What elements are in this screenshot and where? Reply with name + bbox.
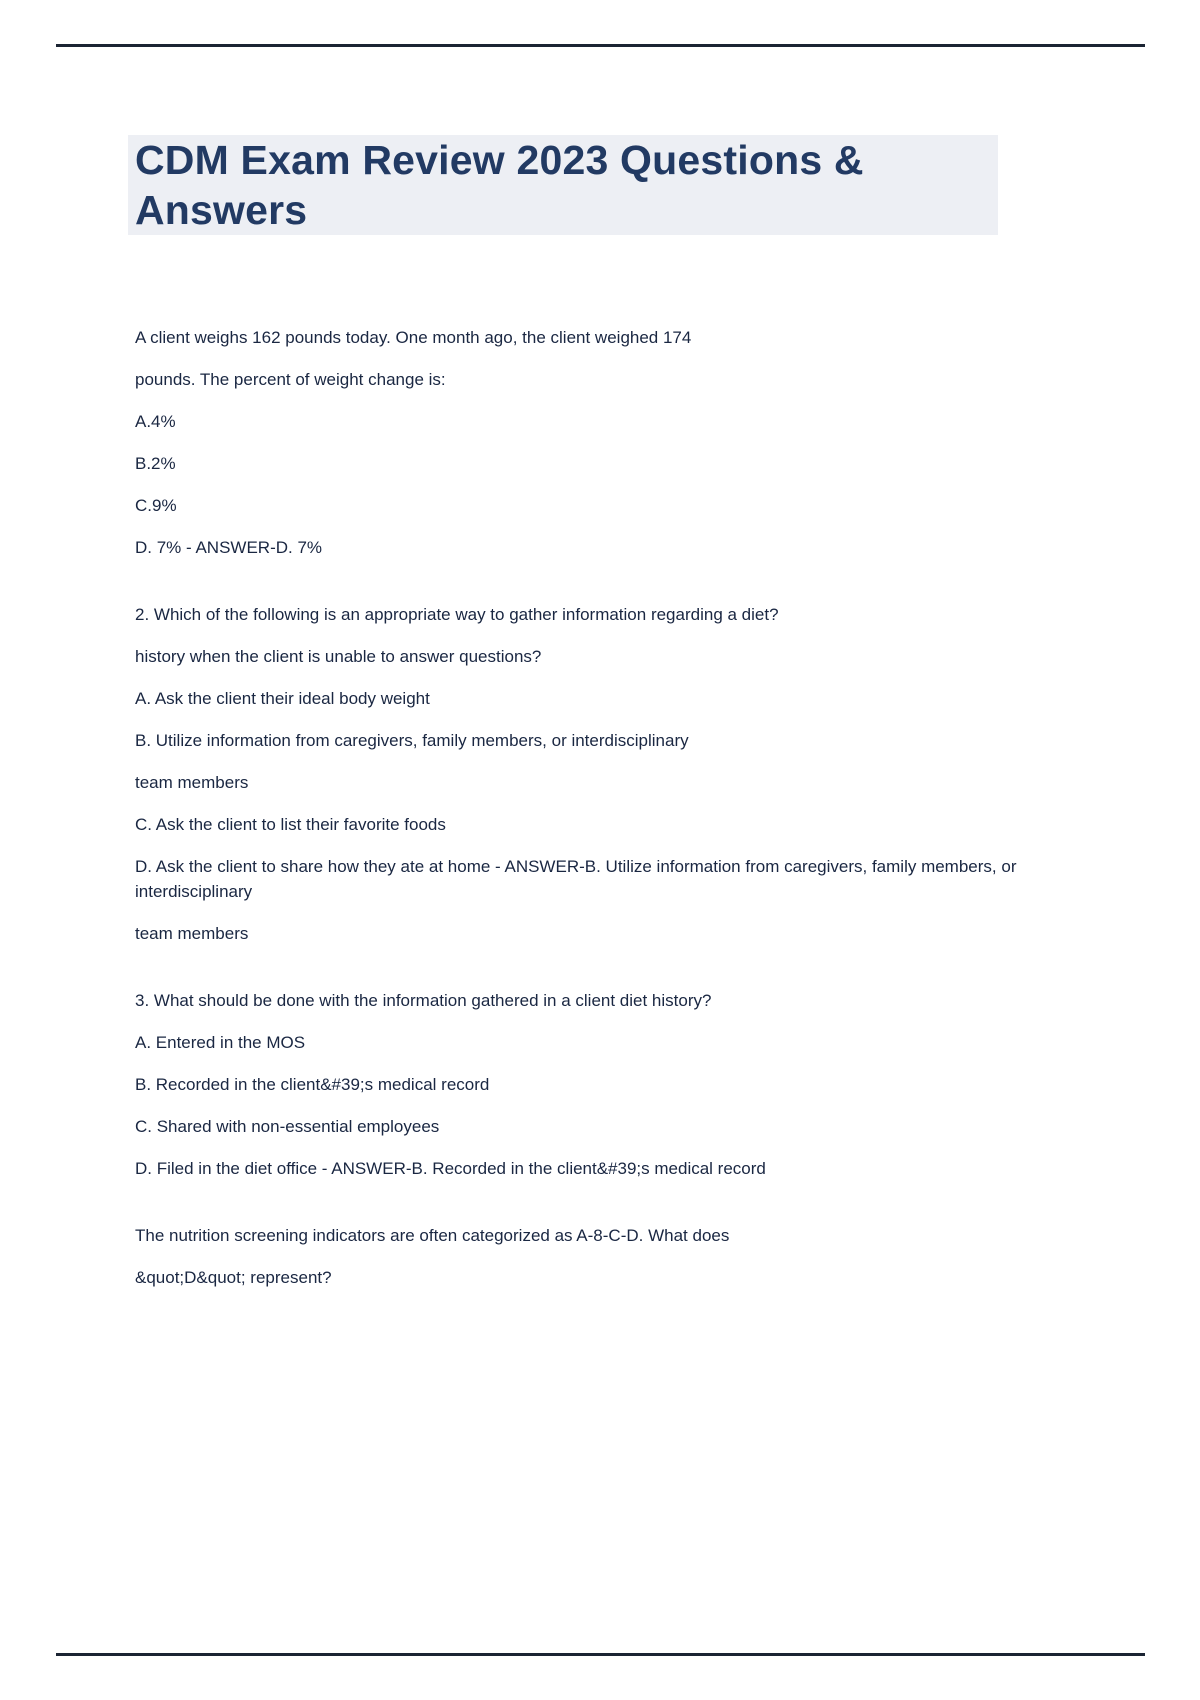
question-2-option-d-answer: D. Ask the client to share how they ate at home - ANSWER-B. Utilize information from caregivers, family members, or interdisciplinary xyxy=(135,857,1017,901)
question-3-option-a: A. Entered in the MOS xyxy=(135,1033,306,1052)
question-3-text: 3. What should be done with the information gathered in a client diet history? xyxy=(135,991,712,1010)
question-2-option-b-cont: team members xyxy=(135,773,249,792)
question-4-text-line-2: &quot;D&quot; represent? xyxy=(135,1268,332,1287)
question-2-option-a: A. Ask the client their ideal body weight xyxy=(135,689,430,708)
question-2-text-line-1: 2. Which of the following is an appropriate way to gather information regarding a diet? xyxy=(135,605,779,624)
top-border-line xyxy=(56,44,1145,47)
question-3-option-c: C. Shared with non-essential employees xyxy=(135,1117,440,1136)
question-1-option-d-answer: D. 7% - ANSWER-D. 7% xyxy=(135,538,323,557)
question-2-answer-cont: team members xyxy=(135,924,249,943)
question-1-option-a: A.4% xyxy=(135,412,176,431)
question-2-option-b: B. Utilize information from caregivers, family members, or interdisciplinary xyxy=(135,731,689,750)
question-3-option-b: B. Recorded in the client&#39;s medical record xyxy=(135,1075,490,1094)
question-3-option-d-answer: D. Filed in the diet office - ANSWER-B. Recorded in the client&#39;s medical record xyxy=(135,1159,766,1178)
question-1-option-b: B.2% xyxy=(135,454,176,473)
question-2-text-line-2: history when the client is unable to answer questions? xyxy=(135,647,542,666)
question-4-text-line-1: The nutrition screening indicators are often categorized as A-8-C-D. What does xyxy=(135,1226,730,1245)
bottom-border-line xyxy=(56,1653,1145,1656)
question-2-option-c: C. Ask the client to list their favorite foods xyxy=(135,815,446,834)
question-1-option-c: C.9% xyxy=(135,496,177,515)
question-1-text-line-2: pounds. The percent of weight change is: xyxy=(135,370,446,389)
page-title: CDM Exam Review 2023 Questions & Answers xyxy=(128,135,998,235)
question-1-text-line-1: A client weighs 162 pounds today. One month ago, the client weighed 174 xyxy=(135,328,692,347)
